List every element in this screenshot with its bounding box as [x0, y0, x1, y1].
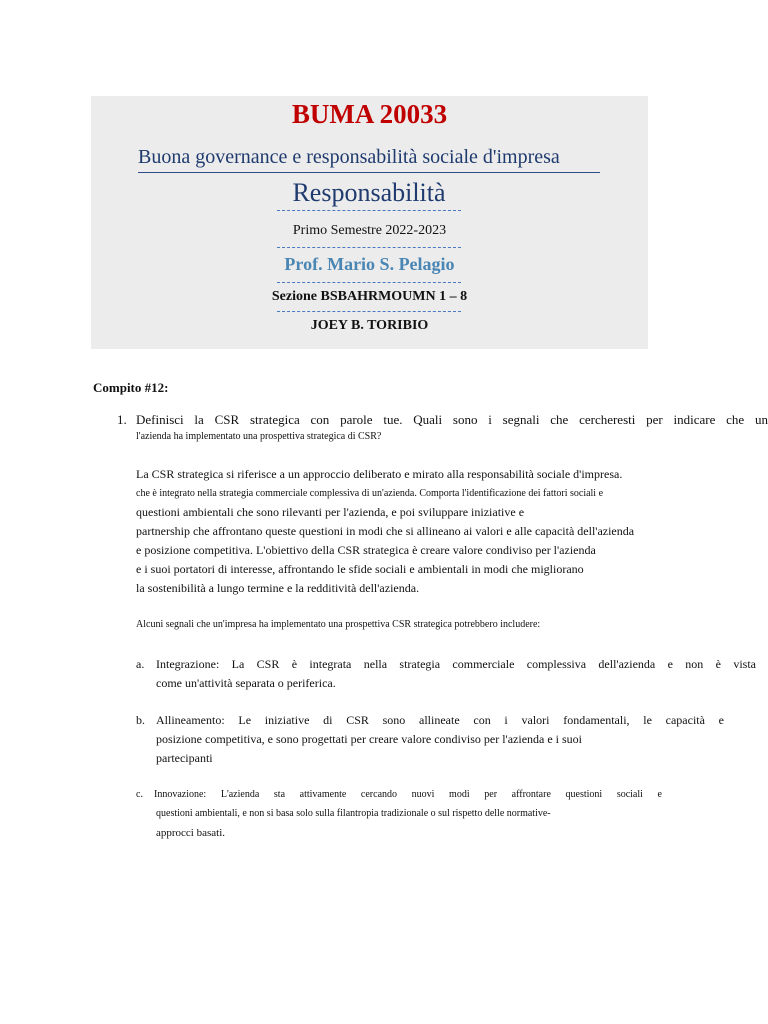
topic-title: Responsabilità — [277, 178, 461, 211]
title-block — [91, 96, 648, 349]
question-number: 1. — [117, 412, 127, 427]
list-item-text: Integrazione: La CSR è integrata nella strategia commerciale complessiva dell'azienda e non è vista — [156, 657, 756, 671]
question-text-continued: l'azienda ha implementato una prospettiva strategica di CSR? — [136, 431, 382, 442]
question-text: Definisci la CSR strategica con parole tue. Quali sono i segnali che cercheresti per indicare che un — [136, 412, 768, 427]
answer-line: che è integrato nella strategia commerciale complessiva di un'azienda. Comporta l'identificazione dei fattori sociali e — [136, 488, 604, 499]
divider — [277, 282, 461, 283]
signals-intro: Alcuni segnali che un'impresa ha implementato una prospettiva CSR strategica potrebbero includere: — [136, 619, 541, 630]
list-item-text: come un'attività separata o periferica. — [156, 676, 336, 690]
list-item-text: Allineamento: Le iniziative di CSR sono allineate con i valori fondamentali, le capacità e — [156, 713, 724, 727]
answer-line: e i suoi portatori di interesse, affrontando le sfide sociali e ambientali in modi che migliorano — [136, 562, 584, 576]
list-item-text: questioni ambientali, e non si basa solo sulla filantropia tradizionale o sul rispetto delle normative- — [156, 808, 551, 819]
answer-line: partnership che affrontano queste questioni in modi che si allineano ai valori e alle capacità dell'azienda — [136, 524, 635, 538]
list-marker: b. — [136, 713, 145, 727]
course-name: Buona governance e responsabilità sociale d'impresa — [138, 146, 600, 173]
student-name: JOEY B. TORIBIO — [310, 318, 429, 333]
list-item-text: posizione competitiva, e sono progettati per creare valore condiviso per l'azienda e i suoi — [156, 732, 583, 746]
answer-line: questioni ambientali che sono rilevanti per l'azienda, e poi sviluppare iniziative e — [136, 505, 525, 519]
list-item-text: Innovazione: L'azienda sta attivamente cercando nuovi modi per affrontare questioni sociali e — [154, 789, 662, 800]
professor-name: Prof. Mario S. Pelagio — [284, 254, 455, 274]
answer-line: la sostenibilità a lungo termine e la redditività dell'azienda. — [136, 581, 420, 595]
list-item-text: approcci basati. — [156, 827, 226, 839]
divider — [277, 247, 461, 248]
divider — [277, 311, 461, 312]
list-marker: a. — [136, 657, 145, 671]
answer-line: La CSR strategica si riferisce a un approccio deliberato e mirato alla responsabilità sociale d'impresa. — [136, 467, 623, 481]
assignment-title: Compito #12: — [93, 380, 169, 395]
answer-line: e posizione competitiva. L'obiettivo della CSR strategica è creare valore condiviso per l'azienda — [136, 543, 596, 557]
semester-label: Primo Semestre 2022-2023 — [292, 223, 447, 238]
list-item-text: partecipanti — [156, 751, 213, 765]
course-code: BUMA 20033 — [291, 99, 448, 129]
section-label: Sezione BSBAHRMOUMN 1 – 8 — [271, 289, 468, 304]
list-marker: c. — [136, 789, 143, 800]
